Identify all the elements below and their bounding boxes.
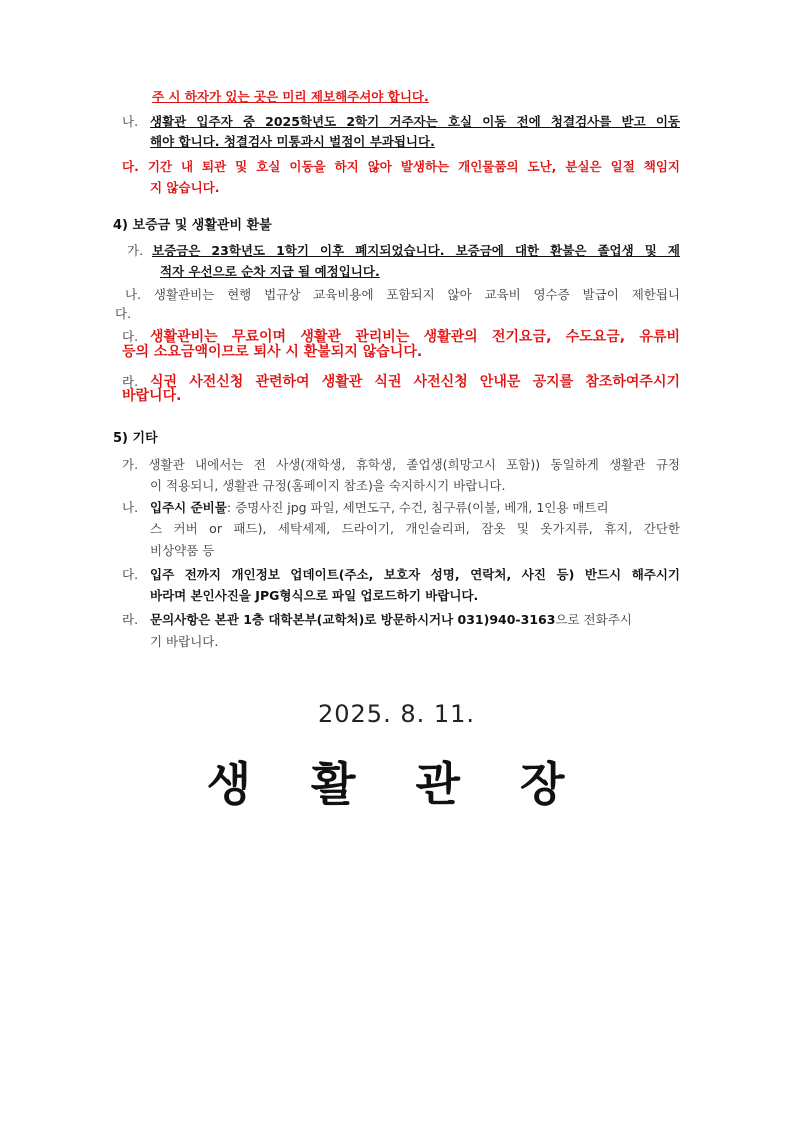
cleaning-check-line1: 생활관 입주자 중 2025학년도 2학기 거주자는 호실 이동 전에 청결검사를 받고 이동 bbox=[150, 114, 680, 129]
rules-line1: 가. 생활관 내에서는 전 사생(재학생, 휴학생, 졸업생(희망고시 포함)) 동일하게 생활관 규정 bbox=[122, 457, 680, 472]
checklist-line3: 비상약품 등 bbox=[150, 543, 215, 558]
inquiry-line1 bbox=[150, 611, 632, 629]
liability-notice-line1: 다. 기간 내 퇴관 및 호실 이동을 하지 않아 발생하는 개인물품의 도난, 분실은 일절 책임지 bbox=[122, 159, 680, 174]
fee-free-line2: 등의 소요금액이므로 퇴사 시 환불되지 않습니다. bbox=[122, 344, 423, 360]
section-5-title: 5) 기타 bbox=[113, 431, 158, 446]
checklist-items: : 증명사진 jpg 파일, 세면도구, 수건, 침구류(이불, 베개, 1인용 매트리 bbox=[226, 500, 609, 515]
checklist-line2: 스 커버 or 패드), 세탁세제, 드라이기, 개인슬리퍼, 잠옷 및 옷가지류, 휴지, 간단한 bbox=[150, 521, 680, 536]
checklist-line1 bbox=[150, 499, 609, 517]
meal-ticket-line2: 바랍니다. bbox=[122, 388, 182, 404]
item-marker: 가. bbox=[127, 243, 144, 258]
item-marker: 다. bbox=[122, 329, 139, 344]
item-marker: 라. bbox=[122, 612, 139, 627]
deposit-line2: 적자 우선으로 순차 지급 될 예정입니다. bbox=[160, 264, 380, 279]
fee-free-line1: 생활관비는 무료이며 생활관 관리비는 생활관의 전기요금, 수도요금, 유류비 bbox=[150, 329, 680, 345]
item-marker: 라. bbox=[122, 374, 139, 389]
liability-notice-line2: 지 않습니다. bbox=[150, 180, 220, 195]
profile-update-line1: 입주 전까지 개인정보 업데이트(주소, 보호자 성명, 연락처, 사진 등) 반드시 해주시기 bbox=[150, 567, 680, 582]
meal-ticket-line1: 식권 사전신청 관련하여 생활관 식권 사전신청 안내문 공지를 참조하여주시기 bbox=[150, 374, 680, 390]
item-marker: 다. bbox=[122, 567, 139, 582]
fee-receipt-line1: 나. 생활관비는 현행 법규상 교육비용에 포함되지 않아 교육비 영수증 발급이 제한됩니 bbox=[125, 287, 680, 302]
inquiry-contact: 문의사항은 본관 1층 대학본부(교학처)로 방문하시거나 031)940-3163 bbox=[150, 612, 556, 627]
cleaning-check-line2: 해야 합니다. 청결검사 미통과시 벌점이 부과됩니다. bbox=[150, 134, 435, 149]
rules-line2: 이 적용되니, 생활관 규정(홈페이지 참조)을 숙지하시기 바랍니다. bbox=[150, 478, 506, 493]
signatory: 생 활 관 장 bbox=[206, 757, 587, 811]
item-marker: 나. bbox=[122, 114, 139, 129]
fee-receipt-line2: 다. bbox=[115, 306, 132, 321]
section-4-title: 4) 보증금 및 생활관비 환불 bbox=[113, 218, 272, 233]
inquiry-tail: 으로 전화주시 bbox=[555, 612, 632, 627]
inquiry-line2: 기 바랍니다. bbox=[150, 634, 219, 649]
deposit-line1: 보증금은 23학년도 1학기 이후 폐지되었습니다. 보증금에 대한 환불은 졸업생 및 제 bbox=[152, 243, 680, 258]
item-marker: 나. bbox=[122, 500, 139, 515]
checklist-label: 입주시 준비물 bbox=[150, 500, 227, 515]
issue-date: 2025. 8. 11. bbox=[317, 700, 476, 728]
move-notice-continued: 주 시 하자가 있는 곳은 미리 제보해주셔야 합니다. bbox=[152, 89, 429, 104]
profile-update-line2: 바라며 본인사진을 JPG형식으로 파일 업로드하기 바랍니다. bbox=[150, 588, 479, 603]
